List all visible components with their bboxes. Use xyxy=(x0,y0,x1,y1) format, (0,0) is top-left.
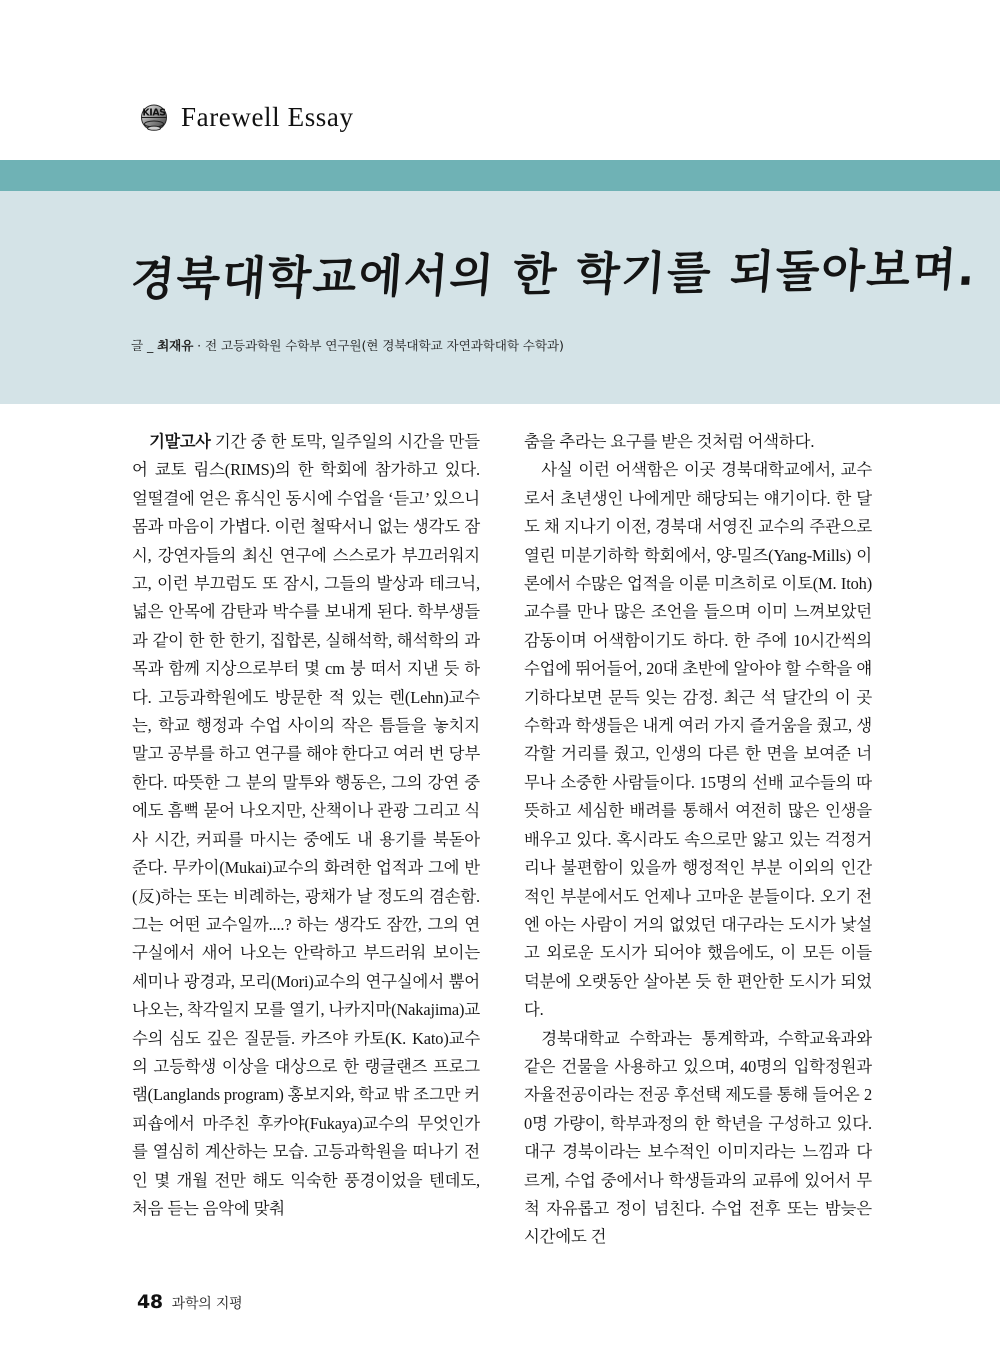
magazine-name: 과학의 지평 xyxy=(171,1296,243,1312)
paragraph xyxy=(132,428,480,1223)
paragraph: 춤을 추라는 요구를 받은 것처럼 어색하다. xyxy=(524,432,815,451)
page-title: Farewell Essay xyxy=(181,101,354,132)
page-header xyxy=(138,96,354,140)
kias-logo-icon xyxy=(138,102,170,134)
paragraph-lead-in: 기말고사 xyxy=(149,432,211,451)
paragraph-text: 기간 중 한 토막, 일주일의 시간을 만들어 쿄토 림스(RIMS)의 한 학회에 참가하고 있다. 얼떨결에 얻은 휴식인 동시에 수업을 ‘듣고’ 있으니 몸과 마음이 가볍다. 이런 철딱서니 없는 생각도 잠시, 강연자들의 최신 연구에 스스로가 부끄러워지고, 이런 부끄럼도 또 잠시, 그들의 발상과 테크닉, 넓은 안목에 감탄과 박수를 보내게 된다. 학부생들과 같이 한 한 한기, 집합론, 실해석학, 해석학의 과목과 함께 지상으로부터 몇 cm 붕 떠서 지낸 듯 하다. 고등과학원에도 방문한 적 있는 렌(Lehn)교수는, 학교 행정과 수업 사이의 작은 틈들을 놓치지 말고 공부를 하고 연구를 해야 한다고 여러 번 당부한다. 따뜻한 그 분의 말투와 행동은, 그의 강연 중에도 흠뻑 묻어 나오지만, 산책이나 관광 그리고 식사 시간, 커피를 마시는 중에도 내 용기를 북돋아 준다. 무카이(Mukai)교수의 화려한 업적과 그에 반(反)하는 또는 비례하는, 광채가 날 정도의 겸손함. 그는 어떤 교수일까....? 하는 생각도 잠깐, 그의 연구실에서 새어 나오는 안락하고 부드러워 보이는 세미나 광경과, 모리(Mori)교수의 연구실에서 뿜어나오는, 착각일지 모를 열기, 나카지마(Nakajima)교수의 심도 깊은 질문들. 카즈야 카토(K. Kato)교수의 고등학생 이상을 대상으로 한 랭글랜즈 프로그램(Langlands program) 홍보지와, 학교 밖 조그만 커피숍에서 마주친 후카야(Fukaya)교수의 무엇인가를 열심히 계산하는 모습. 고등과학원을 떠나기 전인 몇 개월 전만 해도 익숙한 풍경이었을 텐데도, 처음 듣는 음악에 맞춰 xyxy=(132,432,480,1218)
article-handwritten-title: 경북대학교에서의 한 학기를 되돌아보며. xyxy=(129,242,979,306)
svg-text:KIAS: KIAS xyxy=(142,107,166,119)
banner-accent-bar xyxy=(0,160,1000,191)
article-column-right xyxy=(524,428,872,1248)
article-body xyxy=(132,428,872,1248)
byline-prefix: 글 _ xyxy=(131,338,158,353)
article-byline xyxy=(131,338,564,353)
page-number: 48 xyxy=(137,1291,163,1313)
byline-affiliation: · 전 고등과학원 수학부 연구원(현 경북대학교 자연과학대학 수학과) xyxy=(193,338,564,353)
page-footer xyxy=(137,1291,243,1313)
byline-author: 최재유 xyxy=(157,338,194,353)
article-column-left xyxy=(132,428,480,1248)
paragraph: 사실 이런 어색함은 이곳 경북대학교에서, 교수로서 초년생인 나에게만 해당되는 얘기이다. 한 달도 채 지나기 이전, 경북대 서영진 교수의 주관으로 열린 미분기하학 학회에서, 양-밀즈(Yang-Mills) 이론에서 수많은 업적을 이룬 미츠히로 이토(M. Itoh)교수를 만나 많은 조언을 들으며 이미 느껴보았던 감동이며 어색함이기도 하다. 한 주에 10시간씩의 수업에 뛰어들어, 20대 초반에 알아야 할 수학을 얘기하다보면 문득 잊는 감정. 최근 석 달간의 이 곳 수학과 학생들은 내게 여러 가지 즐거움을 줬고, 생각할 거리를 줬고, 인생의 다른 한 면을 보여준 너무나 소중한 사람들이다. 15명의 선배 교수들의 따뜻하고 세심한 배려를 통해서 여전히 많은 인생을 배우고 있다. 혹시라도 속으로만 앓고 있는 걱정거리나 불편함이 있을까 행정적인 부분 이외의 인간적인 부분에서도 언제나 고마운 분들이다. 오기 전엔 아는 사람이 거의 없었던 대구라는 도시가 낯설고 외로운 도시가 되어야 했음에도, 이 모든 이들 덕분에 오랫동안 살아본 듯 한 편안한 도시가 되었다. xyxy=(524,460,872,1020)
paragraph: 경북대학교 수학과는 통계학과, 수학교육과와 같은 건물을 사용하고 있으며, 40명의 입학정원과 자율전공이라는 전공 후선택 제도를 통해 들어온 20명 가량이, 학부과정의 한 학년을 구성하고 있다. 대구 경북이라는 보수적인 이미지라는 느낌과 다르게, 수업 중에서나 학생들과의 교류에 있어서 무척 자유롭고 정이 넘친다. 수업 전후 또는 밤늦은 시간에도 건 xyxy=(524,1028,872,1247)
